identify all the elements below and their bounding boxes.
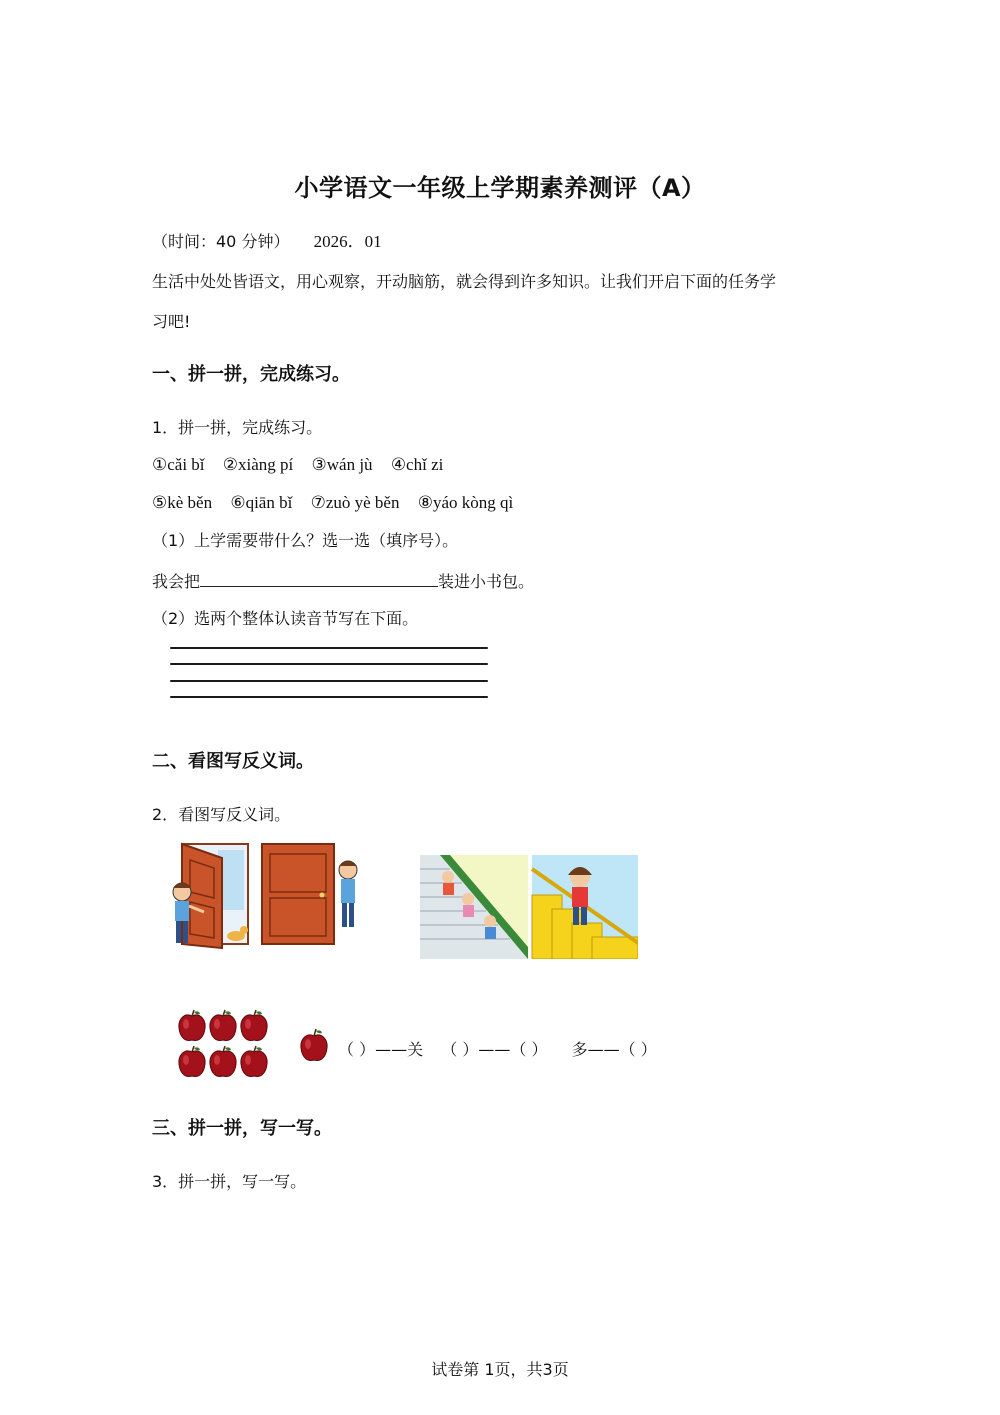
pinyin-item: ⑧yáo kòng qì [417,493,514,512]
sub-question-2: （2）选两个整体认读音节写在下面。 [152,609,419,628]
section-3-heading: 三、拼一拼，写一写。 [152,1118,332,1139]
pinyin-item: ③wán jù [311,455,373,474]
exam-date: 2026．01 [313,232,382,251]
page-footer: 试卷第 1页，共3页 [431,1360,569,1379]
question-2: 2．看图写反义词。 [152,805,291,824]
stairs-illustration [420,855,638,959]
antonym-answers [338,1040,657,1060]
door-illustration [164,840,374,952]
sub-question-1: （1）上学需要带什么？选一选（填序号）。 [152,531,459,550]
question-1: 1．拼一拼，完成练习。 [152,418,323,437]
antonym-blank-3[interactable]: 多——（ ） [571,1040,657,1059]
pinyin-item: ⑥qiān bǐ [230,493,293,512]
exam-meta [152,232,382,252]
pinyin-item: ⑦zuò yè běn [310,493,400,512]
question-3: 3．拼一拼，写一写。 [152,1172,307,1191]
intro-line-1: 生活中处处皆语文，用心观察，开动脑筋，就会得到许多知识。让我们开启下面的任务学 [152,272,777,291]
pinyin-item: ②xiàng pí [222,455,294,474]
pinyin-item: ①cǎi bǐ [152,455,205,474]
pinyin-row-1 [152,455,443,475]
writing-line[interactable] [170,696,488,698]
apple-single-illustration [299,1028,329,1062]
intro-line-2: 习吧! [152,312,191,331]
page-title: 小学语文一年级上学期素养测评（A） [294,174,706,202]
writing-line[interactable] [170,680,488,682]
antonym-blank-2[interactable]: （ ）——（ ） [441,1040,548,1059]
fill-prefix: 我会把 [152,572,201,591]
fill-suffix: 装进小书包。 [438,572,535,591]
antonym-blank-1[interactable]: （ ）——关 [338,1040,424,1059]
section-2-heading: 二、看图写反义词。 [152,751,314,772]
exam-time: （时间：40 分钟） [152,232,290,251]
section-1-heading: 一、拼一拼，完成练习。 [152,364,350,385]
writing-line[interactable] [170,663,488,665]
pinyin-item: ⑤kè běn [152,493,213,512]
pinyin-row-2 [152,493,513,513]
pinyin-item: ④chǐ zi [390,455,444,474]
answer-blank[interactable] [200,570,438,587]
apples-many-illustration [176,1008,272,1080]
fill-sentence [152,570,534,592]
writing-line[interactable] [170,647,488,649]
